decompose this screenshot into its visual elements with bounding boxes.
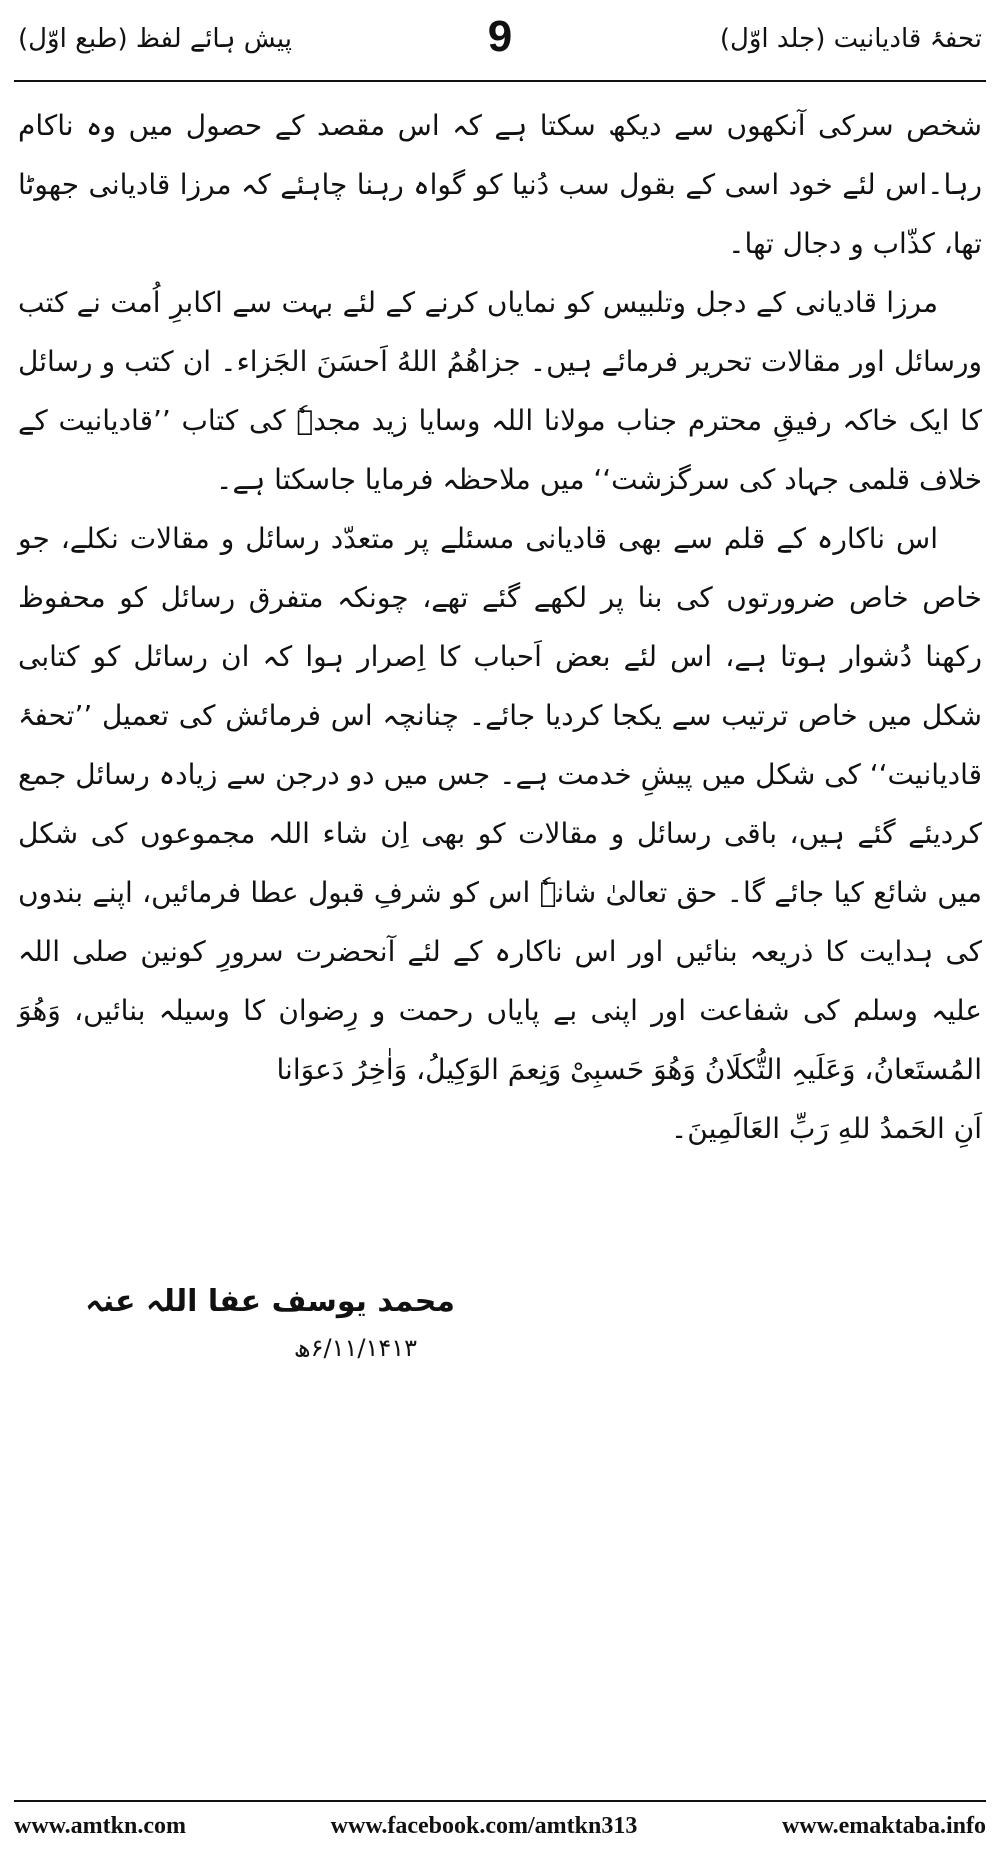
footer-link-facebook[interactable]: www.facebook.com/amtkn313: [330, 1812, 638, 1839]
page-number: 9: [487, 12, 513, 61]
book-title: تحفۂ قادیانیت (جلد اوّل): [719, 24, 982, 54]
paragraph-3: اس ناکارہ کے قلم سے بھی قادیانی مسئلے پر متعدّد رسائل و مقالات نکلے، جو خاص خاص ضرورتوں کی بنا پر لکھے گئے تھے، چونکہ متفرق رسائل کو محفوظ رکھنا دُشوار ہوتا ہے، اس لئے بعض اَحباب کا اِصرار ہوا کہ ان رسائل کو کتابی شکل میں خاص ترتیب سے یکجا کردیا جائے۔ چنانچہ اس فرمائش کی تعمیل ’’تحفۂ قادیانیت‘‘ کی شکل میں پیشِ خدمت ہے۔ جس میں دو درجن سے زیادہ رسائل جمع کردیئے گئے ہیں، باقی رسائل و مقالات کو بھی اِن شاء اللہ مجموعوں کی شکل میں شائع کیا جائے گا۔ حق تعالیٰ شانہٗ اس کو شرفِ قبول عطا فرمائیں، اپنے بندوں کی ہدایت کا ذریعہ بنائیں اور اس ناکارہ کے لئے آنحضرت سرورِ کونین صلی اللہ علیہ وسلم کی شفاعت اور اپنی بے پایاں رحمت و رِضوان کا وسیلہ بنائیں، وَھُوَ المُستَعانُ، وَعَلَیہِ التُّکلَانُ وَھُوَ حَسبِیْ وَنِعمَ الوَکِیلُ، وَاٰخِرُ دَعوَانا: [18, 522, 982, 1086]
signature-name: محمد یوسف عفا اللہ عنہ: [85, 1284, 455, 1319]
signature-block: [85, 1276, 455, 1368]
header-divider: [14, 80, 986, 82]
footer-divider: [14, 1800, 986, 1802]
page-footer: [14, 1808, 986, 1844]
footer-link-amtkn[interactable]: www.amtkn.com: [14, 1812, 186, 1839]
closing-line: اَنِ الحَمدُ للهِ رَبِّ العَالَمِینَ۔: [670, 1112, 982, 1145]
signature-date: ۶/۱۱/۱۴۱۳ھ: [293, 1334, 417, 1362]
preface-title: پیش ہائے لفظ (طبع اوّل): [18, 24, 293, 54]
paragraph-1: شخص سرکی آنکھوں سے دیکھ سکتا ہے کہ اس مقصد کے حصول میں وہ ناکام رہا۔اس لئے خود اسی کے بقول سب دُنیا کو گواہ رہنا چاہئے کہ مرزا قادیانی جھوٹا تھا، کذّاب و دجال تھا۔: [18, 109, 982, 260]
page-header: [14, 12, 986, 78]
body-text: [18, 96, 982, 1158]
paragraph-2: مرزا قادیانی کے دجل وتلبیس کو نمایاں کرنے کے لئے بہت سے اکابرِ اُمت نے کتب ورسائل اور مقالات تحریر فرمائے ہیں۔ جزاھُمُ اللهُ اَحسَنَ الجَزاء۔ ان کتب و رسائل کا ایک خاکہ رفیقِ محترم جناب مولانا اللہ وسایا زید مجدہٗ کی کتاب ’’قادیانیت کے خلاف قلمی جہاد کی سرگزشت‘‘ میں ملاحظہ فرمایا جاسکتا ہے۔: [18, 286, 982, 496]
footer-link-emaktaba[interactable]: www.emaktaba.info: [781, 1812, 986, 1839]
